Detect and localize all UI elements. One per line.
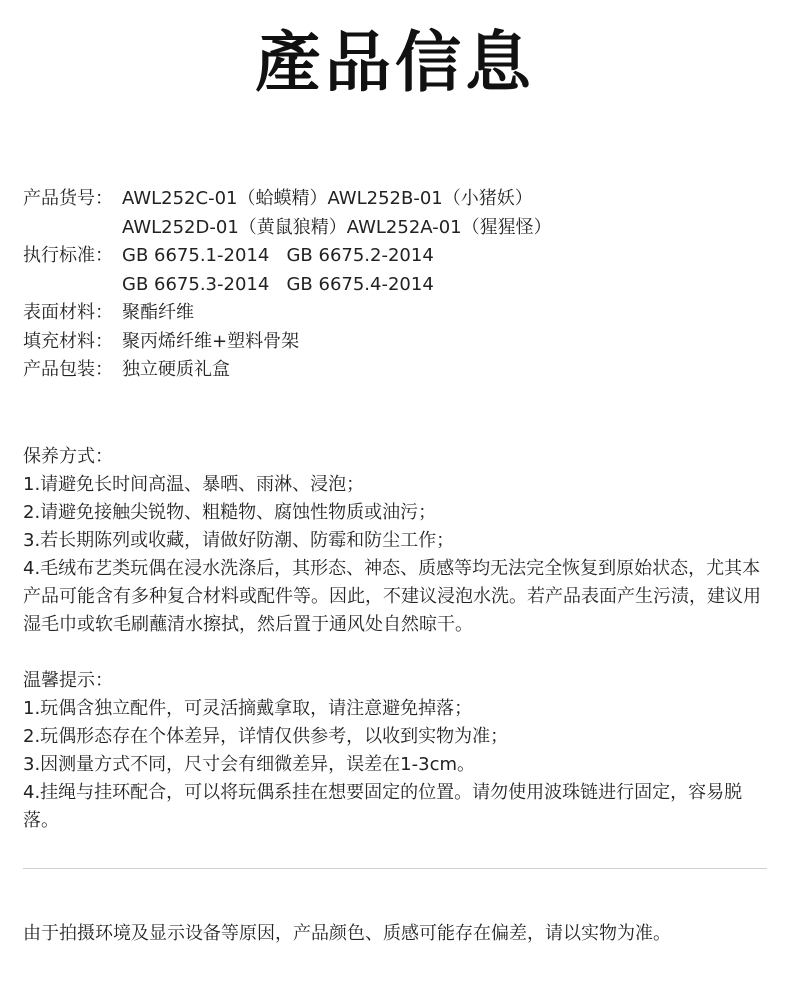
- divider: [23, 868, 767, 869]
- spec-value: GB 6675.1-2014 GB 6675.2-2014: [122, 245, 434, 266]
- spec-value: GB 6675.3-2014 GB 6675.4-2014: [122, 273, 434, 295]
- spec-value: 独立硬质礼盒: [122, 359, 230, 380]
- spec-value: 聚酯纤维: [122, 302, 194, 323]
- care-item: 2.请避免接触尖锐物、粗糙物、腐蚀性物质或油污；: [23, 502, 437, 523]
- spec-label: 产品包装：: [23, 359, 113, 380]
- spec-row-item-number: [23, 185, 552, 242]
- tips-item: 1.玩偶含独立配件，可灵活摘戴拿取，请注意避免掉落；: [23, 698, 473, 719]
- care-item: 4.毛绒布艺类玩偶在浸水洗涤后，其形态、神态、质感等均无法完全恢复到原始状态，尤其本产品可能含有多种复合材料或配件等。因此，不建议浸泡水洗。若产品表面产生污渍，建议用湿毛巾或软毛刷蘸清水擦拭，然后置于通风处自然晾干。: [23, 558, 761, 635]
- page-title: 產品信息: [255, 23, 535, 101]
- spec-value: AWL252D-01（黄鼠狼精）AWL252A-01（猩猩怪）: [122, 216, 552, 238]
- spec-row-packaging: [23, 356, 552, 385]
- spec-label: 表面材料：: [23, 302, 113, 323]
- disclaimer: 由于拍摄环境及显示设备等原因，产品颜色、质感可能存在偏差，请以实物为准。: [23, 923, 671, 944]
- spec-value: 聚丙烯纤维+塑料骨架: [122, 330, 300, 352]
- warm-tips: [23, 667, 778, 835]
- product-specs: [23, 185, 552, 385]
- spec-value: AWL252C-01（蛤蟆精）AWL252B-01（小猪妖）: [122, 188, 533, 209]
- care-heading: 保养方式：: [23, 446, 113, 467]
- care-item: 3.若长期陈列或收藏，请做好防潮、防霉和防尘工作；: [23, 530, 455, 551]
- tips-item: 4.挂绳与挂环配合，可以将玩偶系挂在想要固定的位置。请勿使用波珠链进行固定，容易脱落。: [23, 782, 743, 831]
- spec-row-surface-material: [23, 299, 552, 328]
- tips-item: 2.玩偶形态存在个体差异，详情仅供参考，以收到实物为准；: [23, 726, 509, 747]
- spec-row-filling-material: [23, 328, 552, 357]
- tips-heading: 温馨提示：: [23, 670, 113, 691]
- spec-row-standard: [23, 242, 552, 299]
- spec-label: 产品货号：: [23, 188, 113, 209]
- tips-item: 3.因测量方式不同，尺寸会有细微差异，误差在1-3cm。: [23, 754, 476, 775]
- spec-label: 填充材料：: [23, 330, 113, 352]
- care-instructions: [23, 443, 778, 639]
- care-item: 1.请避免长时间高温、暴晒、雨淋、浸泡；: [23, 474, 365, 495]
- spec-label: 执行标准：: [23, 245, 113, 266]
